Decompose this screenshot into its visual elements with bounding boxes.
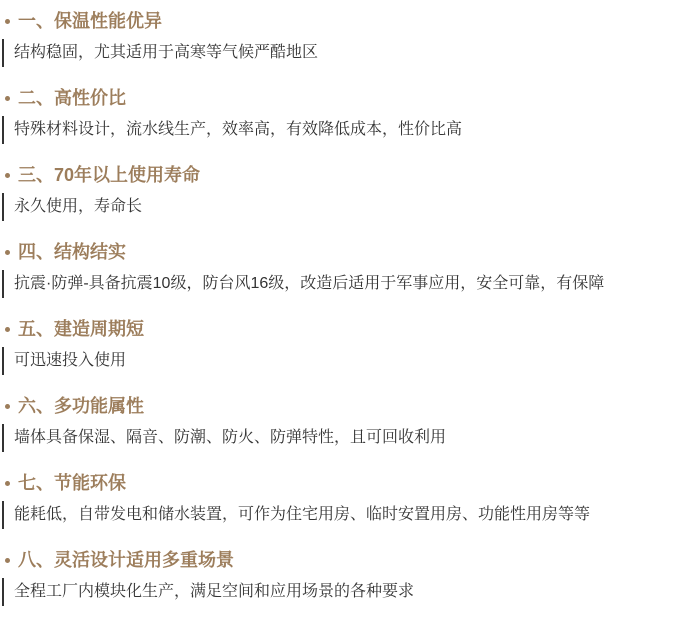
- feature-body-text: 可迅速投入使用: [14, 352, 127, 369]
- feature-heading: [0, 84, 669, 112]
- feature-heading-text: 六、多功能属性: [18, 396, 144, 416]
- feature-body: [2, 347, 669, 375]
- bullet-dot-icon: [5, 558, 10, 563]
- feature-body-text: 全程工厂内模块化生产，满足空间和应用场景的各种要求: [14, 583, 415, 600]
- bullet-dot-icon: [5, 481, 10, 486]
- feature-body: [2, 578, 669, 606]
- feature-section-1: [0, 7, 669, 67]
- feature-section-7: [0, 469, 669, 529]
- feature-heading: [0, 469, 669, 497]
- feature-heading: [0, 7, 669, 35]
- feature-heading: [0, 161, 669, 189]
- bullet-dot-icon: [5, 327, 10, 332]
- bullet-dot-icon: [5, 173, 10, 178]
- feature-section-5: [0, 315, 669, 375]
- feature-heading-text: 八、灵活设计适用多重场景: [18, 550, 234, 570]
- feature-body: [2, 193, 669, 221]
- feature-body-text: 墙体具备保湿、隔音、防潮、防火、防弹特性，且可回收利用: [14, 429, 447, 446]
- feature-body: [2, 116, 669, 144]
- bullet-dot-icon: [5, 250, 10, 255]
- feature-body: [2, 39, 669, 67]
- feature-heading-text: 二、高性价比: [18, 88, 126, 108]
- feature-body: [2, 270, 669, 298]
- feature-body-text: 结构稳固，尤其适用于高寒等气候严酷地区: [14, 44, 319, 61]
- feature-section-3: [0, 161, 669, 221]
- feature-heading: [0, 238, 669, 266]
- feature-heading: [0, 546, 669, 574]
- bullet-dot-icon: [5, 404, 10, 409]
- feature-heading: [0, 315, 669, 343]
- feature-section-6: [0, 392, 669, 452]
- feature-body-text: 能耗低，自带发电和储水装置，可作为住宅用房、临时安置用房、功能性用房等等: [14, 506, 591, 523]
- feature-body: [2, 501, 669, 529]
- feature-section-2: [0, 84, 669, 144]
- feature-body: [2, 424, 669, 452]
- feature-heading-text: 七、节能环保: [18, 473, 126, 493]
- feature-body-text: 特殊材料设计，流水线生产，效率高，有效降低成本，性价比高: [14, 121, 463, 138]
- bullet-dot-icon: [5, 19, 10, 24]
- feature-section-8: [0, 546, 669, 606]
- feature-heading-text: 一、保温性能优异: [18, 11, 162, 31]
- feature-heading: [0, 392, 669, 420]
- feature-body-text: 永久使用，寿命长: [14, 198, 143, 215]
- feature-heading-text: 五、建造周期短: [18, 319, 144, 339]
- feature-heading-text: 四、结构结实: [18, 242, 126, 262]
- feature-section-4: [0, 238, 669, 298]
- bullet-dot-icon: [5, 96, 10, 101]
- feature-heading-text: 三、70年以上使用寿命: [18, 165, 201, 185]
- feature-body-text: 抗震·防弹-具备抗震10级，防台风16级，改造后适用于军事应用，安全可靠，有保障: [14, 275, 605, 292]
